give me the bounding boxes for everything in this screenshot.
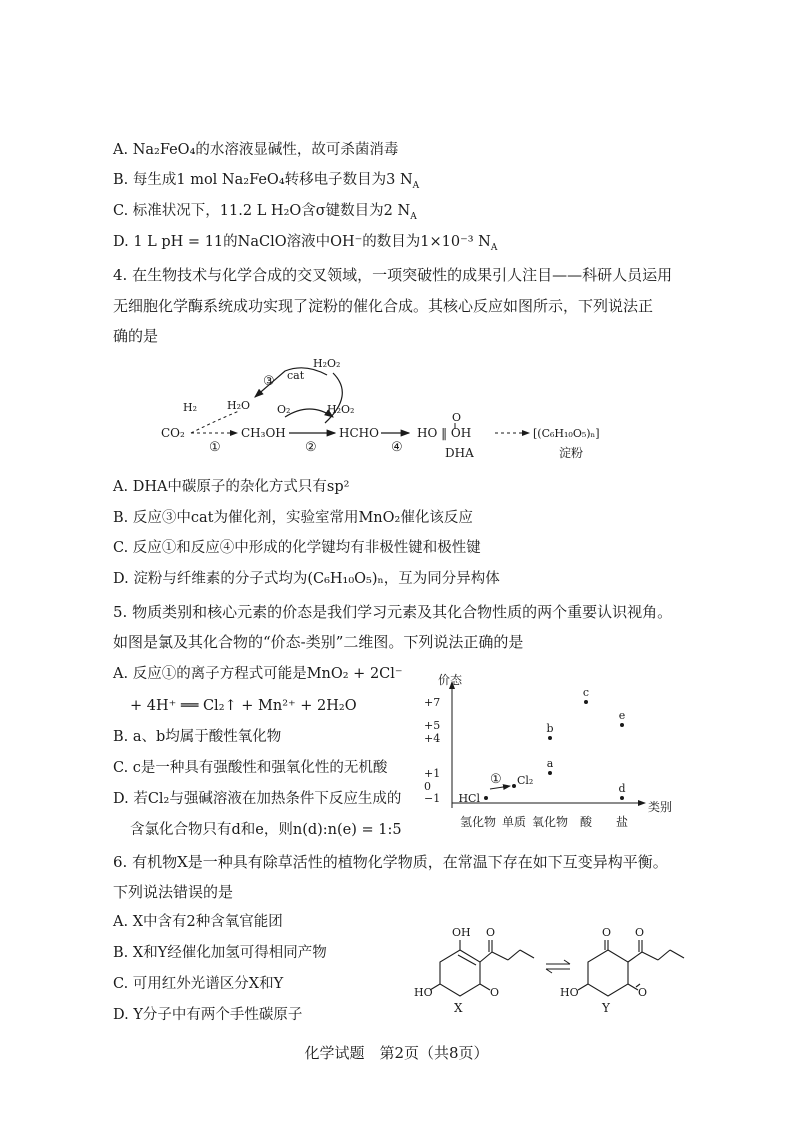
x-axis-title: 类别 [648,800,673,814]
q6-option-b: B. X和Y经催化加氢可得相同产物 [113,945,327,961]
y-ketone-o: O [635,926,645,939]
y-tick-label: +1 [424,767,441,780]
valence-category-chart [420,668,685,838]
dha-label: DHA [445,446,474,460]
step4-label: ④ [391,440,403,455]
x-ring-o: O [490,986,500,999]
point-e [620,723,624,727]
q6-stem-line2: 下列说法错误的是 [113,883,234,901]
q5-option-d-line2: 含氯化合物只有d和e，则n(d):n(e) = 1:5 [130,822,402,838]
y-tick-label: +7 [424,696,441,709]
x-ketone-o: O [486,926,496,939]
y-tick-label: 0 [424,780,431,793]
h2-label: H₂ [183,401,198,414]
structure-x [430,940,534,996]
ch3oh-label: CH₃OH [241,426,286,440]
x-category-label: 氢化物 [459,815,497,829]
y-tick-label: +4 [424,732,441,745]
point-label: b [546,722,554,735]
q4-option-b: B. 反应③中cat为催化剂，实验室常用MnO₂催化该反应 [113,510,473,526]
x-oh: OH [452,926,471,939]
q3-option-c: C. 标准状况下，11.2 L H₂O含σ键数目为2 $N_A$ [113,203,417,222]
dha-formula: HO ‖ OH [417,426,472,440]
x-label: X [454,1001,463,1014]
q3-option-a: A. Na₂FeO₄的水溶液显碱性，故可杀菌消毒 [113,142,399,158]
o2-label: O₂ [277,403,291,416]
dha-carbonyl-o: O [452,411,462,424]
point-b [548,736,552,740]
point-label: HCl [458,792,480,805]
point-HCl [484,796,488,800]
h2o2-top-label: H₂O₂ [313,357,341,370]
co2-label: CO₂ [161,426,185,440]
q6-option-a: A. X中含有2种含氧官能团 [113,914,283,930]
q4-option-a: A. DHA中碳原子的杂化方式只有sp² [113,479,350,495]
y-tick-label: −1 [424,792,441,805]
hcho-label: HCHO [339,426,379,440]
h2o2-bottom-label: H₂O₂ [327,403,355,416]
q5-option-c: C. c是一种具有强酸性和强氧化性的无机酸 [113,760,388,776]
step1-dashed-arrow [191,411,239,433]
point-Cl [512,784,516,788]
h2o-label: H₂O [227,399,251,412]
q5-stem-line1: 5. 物质类别和核心元素的价态是我们学习元素及其化合物性质的两个重要认识视角。 [113,603,673,621]
y-ho: HO [560,986,579,999]
starch-formula: [(C₆H₁₀O₅)ₙ] [533,427,600,440]
point-d [620,796,624,800]
x-ho: HO [414,986,433,999]
cat-label: cat [287,369,305,382]
y-ring-o: O [638,986,648,999]
y-axis-title: 价态 [438,673,463,687]
x-category-label: 酸 [579,815,593,829]
o2-to-h2o2-arrow [285,409,333,417]
page-footer: 化学试题 第2页（共8页） [304,1044,489,1062]
point-label: e [618,709,626,722]
y-label: Y [602,1001,610,1014]
q4-stem-line1: 4. 在生物技术与化学合成的交叉领域，一项突破性的成果引人注目——科研人员运用 [113,266,673,284]
y-tick-label: +5 [424,719,441,732]
step1-label: ① [209,440,221,455]
x-category-label: 单质 [501,815,527,829]
q3-option-b: B. 每生成1 mol Na₂FeO₄转移电子数目为3 $N_A$ [113,172,420,191]
starch-label: 淀粉 [559,446,584,460]
q4-option-c: C. 反应①和反应④中形成的化学键均有非极性键和极性键 [113,540,481,556]
step1-chart-label: ① [490,772,502,787]
structure-y [578,940,684,996]
q4-stem-line3: 确的是 [113,327,159,345]
q4-reaction-diagram [155,345,635,465]
point-label: a [546,757,554,770]
point-c [584,700,588,704]
step2-label: ② [305,440,317,455]
q5-option-b: B. a、b均属于酸性氧化物 [113,729,282,745]
point-label: c [582,686,590,699]
q6-option-c: C. 可用红外光谱区分X和Y [113,976,284,992]
point-a [548,771,552,775]
q6-option-d: D. Y分子中有两个手性碳原子 [113,1007,303,1023]
q6-stem-line1: 6. 有机物X是一种具有除草活性的植物化学物质，在常温下存在如下互变异构平衡。 [113,853,668,871]
y-ring-o-top: O [602,926,612,939]
q5-option-a-line1: A. 反应①的离子方程式可能是MnO₂ + 2Cl⁻ [113,666,403,682]
point-label: Cl₂ [517,774,534,787]
q5-option-d-line1: D. 若Cl₂与强碱溶液在加热条件下反应生成的 [113,791,402,807]
step3-label: ③ [263,374,275,389]
q4-option-d: D. 淀粉与纤维素的分子式均为(C₆H₁₀O₅)ₙ，互为同分异构体 [113,571,500,587]
q3-option-d: D. 1 L pH = 11的NaClO溶液中OH⁻的数目为1×10⁻³ $N_A$ [113,234,498,253]
x-category-label: 盐 [615,815,629,829]
q4-stem-line2: 无细胞化学酶系统成功实现了淀粉的催化合成。其核心反应如图所示，下列说法正 [113,297,654,315]
point-label: d [618,782,626,795]
tautomer-structures [410,922,700,1014]
q5-stem-line2: 如图是氯及其化合物的“价态-类别”二维图。下列说法正确的是 [113,633,524,651]
q5-option-a-line2: + 4H⁺ ══ Cl₂↑ + Mn²⁺ + 2H₂O [130,698,357,714]
x-category-label: 氧化物 [531,815,569,829]
